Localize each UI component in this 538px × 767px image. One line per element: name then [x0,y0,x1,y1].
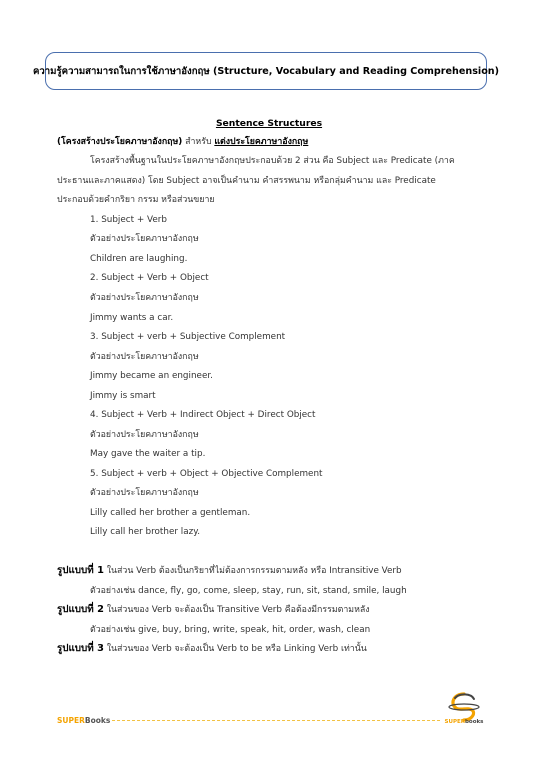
structure-line: 5. Subject + verb + Object + Objective Complement [90,469,323,479]
structure-line: 1. Subject + Verb [90,215,167,225]
pattern-1-label: รูปแบบที่ 1 [57,565,104,576]
header-box [32,52,500,90]
footer-divider [112,720,440,721]
structure-line: Lilly called her brother a gentleman. [90,508,251,518]
pattern-3 [57,643,367,655]
pattern-1 [57,565,402,577]
pattern-3-label: รูปแบบที่ 3 [57,643,104,654]
structure-line: ตัวอย่างประโยคภาษาอังกฤษ [90,234,199,244]
structure-line: Jimmy became an engineer. [90,371,213,381]
structure-line: 4. Subject + Verb + Indirect Object + Direct Object [90,410,316,420]
structure-line: ตัวอย่างประโยคภาษาอังกฤษ [90,293,199,303]
header-title: ความรู้ความสามารถในการใช้ภาษาอังกฤษ (Structure, Vocabulary and Reading Comprehension) [32,65,500,77]
pattern-2-text: ในส่วนของ Verb จะต้องเป็น Transitive Verb คือต้องมีกรรมตามหลัง [103,605,370,615]
section-title: Sentence Structures [215,118,323,129]
footer-brand-books: Books [84,716,111,725]
pattern-2-example: ตัวอย่างเช่น give, buy, bring, write, speak, hit, order, wash, clean [90,625,371,635]
structure-line: May gave the waiter a tip. [90,449,206,459]
structure-line: Lilly call her brother lazy. [90,527,200,537]
pattern-3-text: ในส่วนของ Verb จะต้องเป็น Verb to be หรือ Linking Verb เท่านั้น [103,644,367,654]
structure-line: 3. Subject + verb + Subjective Complement [90,332,286,342]
intro-line-1: โครงสร้างพื้นฐานในประโยคภาษาอังกฤษประกอบด้วย 2 ส่วน คือ Subject และ Predicate (ภาค [90,156,455,166]
footer-brand-super: SUPER [57,716,85,725]
intro-line-3: ประกอบด้วยคำกริยา กรรม หรือส่วนขยาย [57,195,215,205]
structure-line: ตัวอย่างประโยคภาษาอังกฤษ [90,488,199,498]
subtitle-bold: (โครงสร้างประโยคภาษาอังกฤษ) [57,137,183,147]
subtitle-mid: สำหรับ [182,137,215,147]
structure-line: Children are laughing. [90,254,188,264]
footer-brand [57,716,110,725]
structure-line: Jimmy is smart [90,391,156,401]
intro-line-2: ประธานและภาคแสดง) โดย Subject อาจเป็นคำนาม คำสรรพนาม หรือกลุ่มคำนาม และ Predicate [57,176,436,186]
structure-line: Jimmy wants a car. [90,313,174,323]
pattern-1-example: ตัวอย่างเช่น dance, fly, go, come, sleep, stay, run, sit, stand, smile, laugh [90,586,407,596]
logo-books: books [465,719,484,725]
logo-wordmark [441,719,487,725]
structure-line: 2. Subject + Verb + Object [90,273,209,283]
structure-line: ตัวอย่างประโยคภาษาอังกฤษ [90,352,199,362]
pattern-2 [57,604,370,616]
section-subtitle [57,136,308,148]
structure-line: ตัวอย่างประโยคภาษาอังกฤษ [90,430,199,440]
logo-super: SUPER [444,719,465,725]
pattern-2-label: รูปแบบที่ 2 [57,604,104,615]
pattern-1-text: ในส่วน Verb ต้องเป็นกริยาที่ไม่ต้องการกรรมตามหลัง หรือ Intransitive Verb [103,566,402,576]
subtitle-underline: แต่งประโยคภาษาอังกฤษ [214,137,309,147]
